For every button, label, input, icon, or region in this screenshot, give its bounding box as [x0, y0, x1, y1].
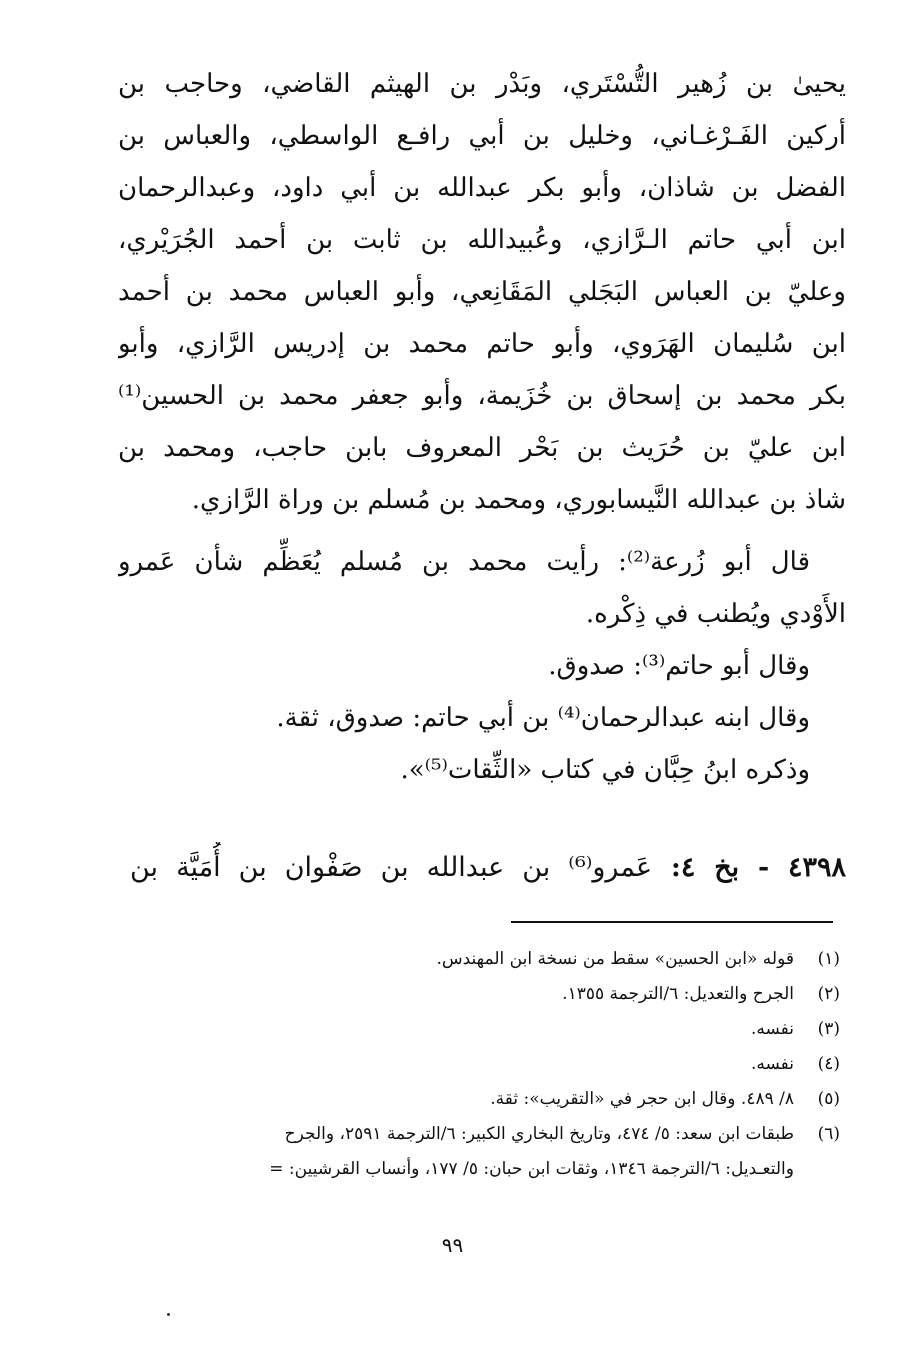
footnote-number: (٦)	[817, 1124, 840, 1144]
text-line: الفضل بن شاذان، وأبو بكر عبدالله بن أبي داود، وعبدالرحمان	[118, 173, 846, 203]
quote-line: قال أبو زُرعة⁽²⁾: رأيت محمد بن مُسلم يُعَظِّم شأن عَمرو	[118, 547, 810, 577]
statement-line: وقال ابنه عبدالرحمان⁽⁴⁾ بن أبي حاتم: صدوق، ثقة.	[276, 703, 810, 733]
text-line: أركين الفَـرْغـاني، وخليل بن أبي رافـع الواسطي، والعباس بن	[118, 121, 846, 151]
footnote-number: (٥)	[817, 1089, 840, 1109]
footnote-line: طبقات ابن سعد: ٥/ ٤٧٤، وتاريخ البخاري الكبير: ٦/الترجمة ٢٥٩١، والجرح	[284, 1124, 794, 1144]
entry-number: ٤٣٩٨ - بخ ٤:	[670, 852, 846, 883]
print-speck	[167, 1313, 170, 1316]
footnote	[100, 1082, 840, 1117]
footnote-number: (١)	[817, 949, 840, 969]
text-line: شاذ بن عبدالله النَّيسابوري، ومحمد بن مُسلم بن وراة الرَّازي.	[191, 485, 846, 515]
footnote-number: (٢)	[817, 984, 840, 1004]
footnote-text: ٨/ ٤٨٩. وقال ابن حجر في «التقريب»: ثقة.	[490, 1089, 794, 1109]
quote-line: الأَوْدي ويُطنب في ذِكْره.	[585, 599, 846, 629]
main-text	[118, 58, 846, 796]
footnote-line: والتعـديل: ٦/الترجمة ١٣٤٦، وثقات ابن حبان: ٥/ ١٧٧، وأنساب القرشيين: =	[269, 1159, 794, 1179]
footnote	[100, 1117, 840, 1187]
footnote-text: الجرح والتعديل: ٦/الترجمة ١٣٥٥.	[562, 984, 794, 1004]
footnote-number: (٤)	[817, 1054, 840, 1074]
footnote	[100, 942, 840, 977]
statement-line: وذكره ابنُ حِبَّان في كتاب «الثِّقات⁽⁵⁾».	[400, 755, 810, 785]
footnote	[100, 977, 840, 1012]
footnote-divider	[511, 921, 833, 923]
paragraph-gap	[118, 526, 846, 536]
page-number: ٩٩	[441, 1233, 464, 1257]
footnote	[100, 1012, 840, 1047]
footnote-number: (٣)	[817, 1019, 840, 1039]
text-line: ابن عليّ بن حُرَيث بن بَحْر المعروف بابن حاجب، ومحمد بن	[118, 433, 846, 463]
footnote-text: قوله «ابن الحسين» سقط من نسخة ابن المهندس.	[436, 949, 794, 969]
footnote-text	[100, 1117, 794, 1187]
footnote-text: نفسه.	[750, 1019, 794, 1039]
footnote	[100, 1047, 840, 1082]
text-line: بكر محمد بن إسحاق بن خُزَيمة، وأبو جعفر محمد بن الحسين⁽¹⁾	[118, 381, 846, 411]
footnote-text: نفسه.	[750, 1054, 794, 1074]
text-line: ابن سُليمان الهَرَوي، وأبو حاتم محمد بن إدريس الرَّازي، وأبو	[118, 329, 846, 359]
entry-text: عَمرو⁽⁶⁾ بن عبدالله بن صَفْوان بن أُمَيَّة بن	[130, 852, 653, 883]
footnotes	[100, 942, 840, 1187]
entry-heading	[130, 842, 846, 894]
text-line: ابن أبي حاتم الـرَّازي، وعُبيدالله بن ثابت بن أحمد الجُرَيْري،	[118, 225, 846, 255]
statement-line: وقال أبو حاتم⁽³⁾: صدوق.	[548, 651, 810, 681]
text-line: وعليّ بن العباس البَجَلي المَقَانِعي، وأبو العباس محمد بن أحمد	[118, 277, 846, 307]
text-line: يحيىٰ بن زُهير التُّسْتَري، وبَدْر بن الهيثم القاضي، وحاجب بن	[118, 69, 846, 99]
